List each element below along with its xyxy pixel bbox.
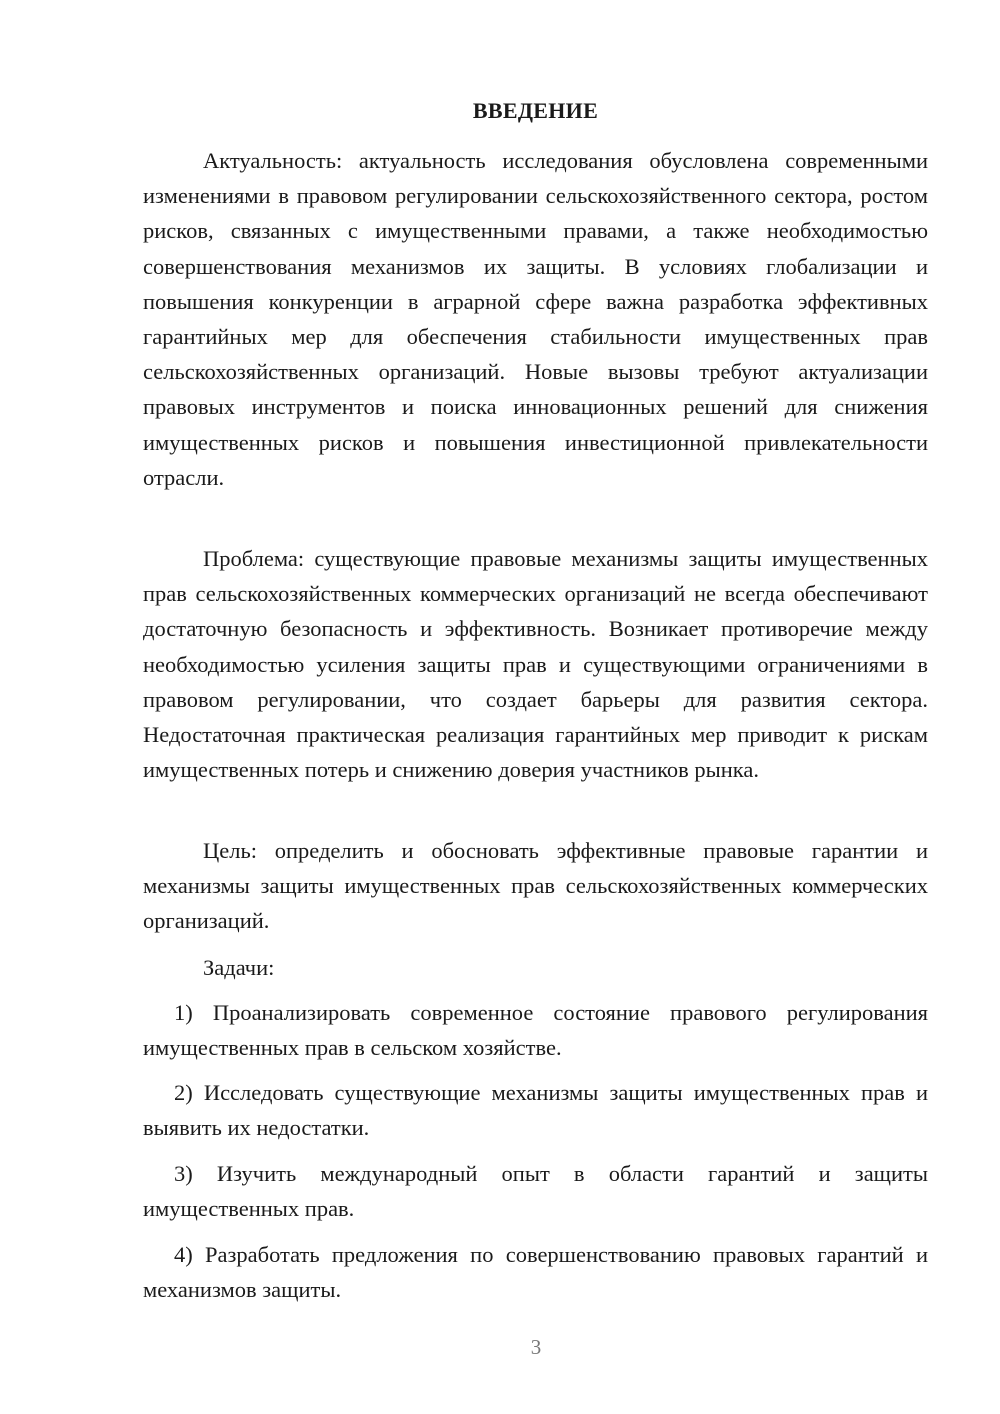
task-item-3: 3) Изучить международный опыт в области гарантий и защиты имущественных прав. <box>143 1161 928 1222</box>
paragraph-relevance: Актуальность: актуальность исследования обусловлена современными изменениями в правовом регулировании сельскохозяйственного сектора, ростом рисков, связанных с имущественными правами, а также необходимостью совершенствования механизмов их защиты. В условиях глобализации и повышения конкуренции в аграрной сфере важна разработка эффективных гарантийных мер для обеспечения стабильности имущественных прав сельскохозяйственных организаций. Новые вызовы требуют актуализации правовых инструментов и поиска инновационных решений для снижения имущественных рисков и повышения инвестиционной привлекательности отрасли. <box>143 148 928 490</box>
task-item-4: 4) Разработать предложения по совершенствованию правовых гарантий и механизмов защиты. <box>143 1242 928 1303</box>
page-title: ВВЕДЕНИЕ <box>472 98 599 123</box>
page-number: 3 <box>530 1335 542 1359</box>
paragraph-goal: Цель: определить и обосновать эффективные правовые гарантии и механизмы защиты имущественных прав сельскохозяйственных коммерческих организаций. <box>143 838 928 934</box>
paragraph-problem: Проблема: существующие правовые механизмы защиты имущественных прав сельскохозяйственных коммерческих организаций не всегда обеспечивают достаточную безопасность и эффективность. Возникает противоречие между необходимостью усиления защиты прав и существующими ограничениями в правовом регулировании, что создает барьеры для развития сектора. Недостаточная практическая реализация гарантийных мер приводит к рискам имущественных потерь и снижению доверия участников рынка. <box>143 546 928 783</box>
task-item-2: 2) Исследовать существующие механизмы защиты имущественных прав и выявить их недостатки. <box>143 1080 928 1141</box>
task-item-1: 1) Проанализировать современное состояние правового регулирования имущественных прав в сельском хозяйстве. <box>143 1000 928 1061</box>
tasks-label: Задачи: <box>203 955 275 980</box>
